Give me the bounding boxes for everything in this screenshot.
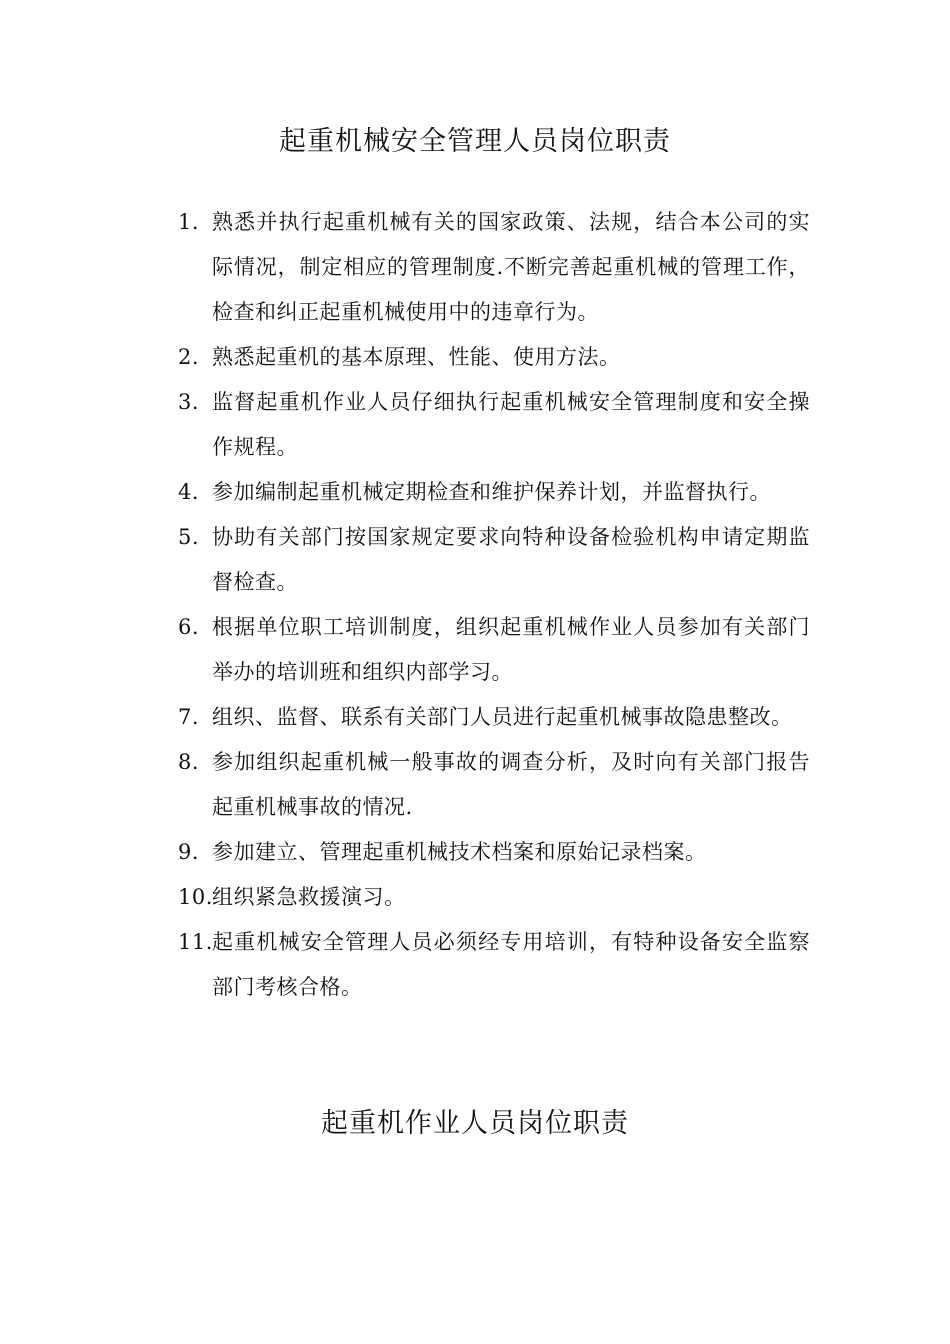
item-text: 熟悉并执行起重机械有关的国家政策、法规，结合本公司的实际情况，制定相应的管理制度.不断完善起重机械的管理工作，检查和纠正起重机械使用中的违章行为。 <box>212 210 810 324</box>
page-title: 起重机械安全管理人员岗位职责 <box>279 126 671 157</box>
item-text: 参加组织起重机械一般事故的调查分析，及时向有关部门报告起重机械事故的情况. <box>212 750 810 819</box>
item-number: 11. <box>178 930 213 954</box>
item-number: 5. <box>178 525 200 549</box>
item-text: 参加建立、管理起重机械技术档案和原始记录档案。 <box>212 840 707 864</box>
item-number: 8. <box>178 750 200 774</box>
list-item <box>178 740 810 830</box>
item-number: 7. <box>178 705 200 729</box>
item-number: 10. <box>178 885 213 909</box>
item-number: 1. <box>178 210 200 234</box>
item-text: 监督起重机作业人员仔细执行起重机械安全管理制度和安全操作规程。 <box>212 390 810 459</box>
list-item <box>178 200 810 335</box>
item-text: 根据单位职工培训制度，组织起重机械作业人员参加有关部门举办的培训班和组织内部学习。 <box>212 615 810 684</box>
item-text: 熟悉起重机的基本原理、性能、使用方法。 <box>212 345 621 369</box>
list-item <box>178 875 810 920</box>
item-text: 参加编制起重机械定期检查和维护保养计划，并监督执行。 <box>212 480 771 504</box>
item-text: 协助有关部门按国家规定要求向特种设备检验机构申请定期监督检查。 <box>212 525 810 594</box>
item-number: 2. <box>178 345 200 369</box>
list-item <box>178 335 810 380</box>
item-number: 3. <box>178 390 200 414</box>
list-item <box>178 920 810 1010</box>
section-title: 起重机作业人员岗位职责 <box>321 1108 629 1139</box>
item-text: 组织、监督、联系有关部门人员进行起重机械事故隐患整改。 <box>212 705 793 729</box>
list-item <box>178 380 810 470</box>
list-item <box>178 605 810 695</box>
item-text: 起重机械安全管理人员必须经专用培训，有特种设备安全监察部门考核合格。 <box>212 930 810 999</box>
item-number: 4. <box>178 480 200 504</box>
item-text: 组织紧急救援演习。 <box>212 885 406 909</box>
list-item <box>178 515 810 605</box>
list-item <box>178 830 810 875</box>
item-number: 9. <box>178 840 200 864</box>
list-item <box>178 695 810 740</box>
duty-list <box>178 200 810 1010</box>
item-number: 6. <box>178 615 200 639</box>
list-item <box>178 470 810 515</box>
